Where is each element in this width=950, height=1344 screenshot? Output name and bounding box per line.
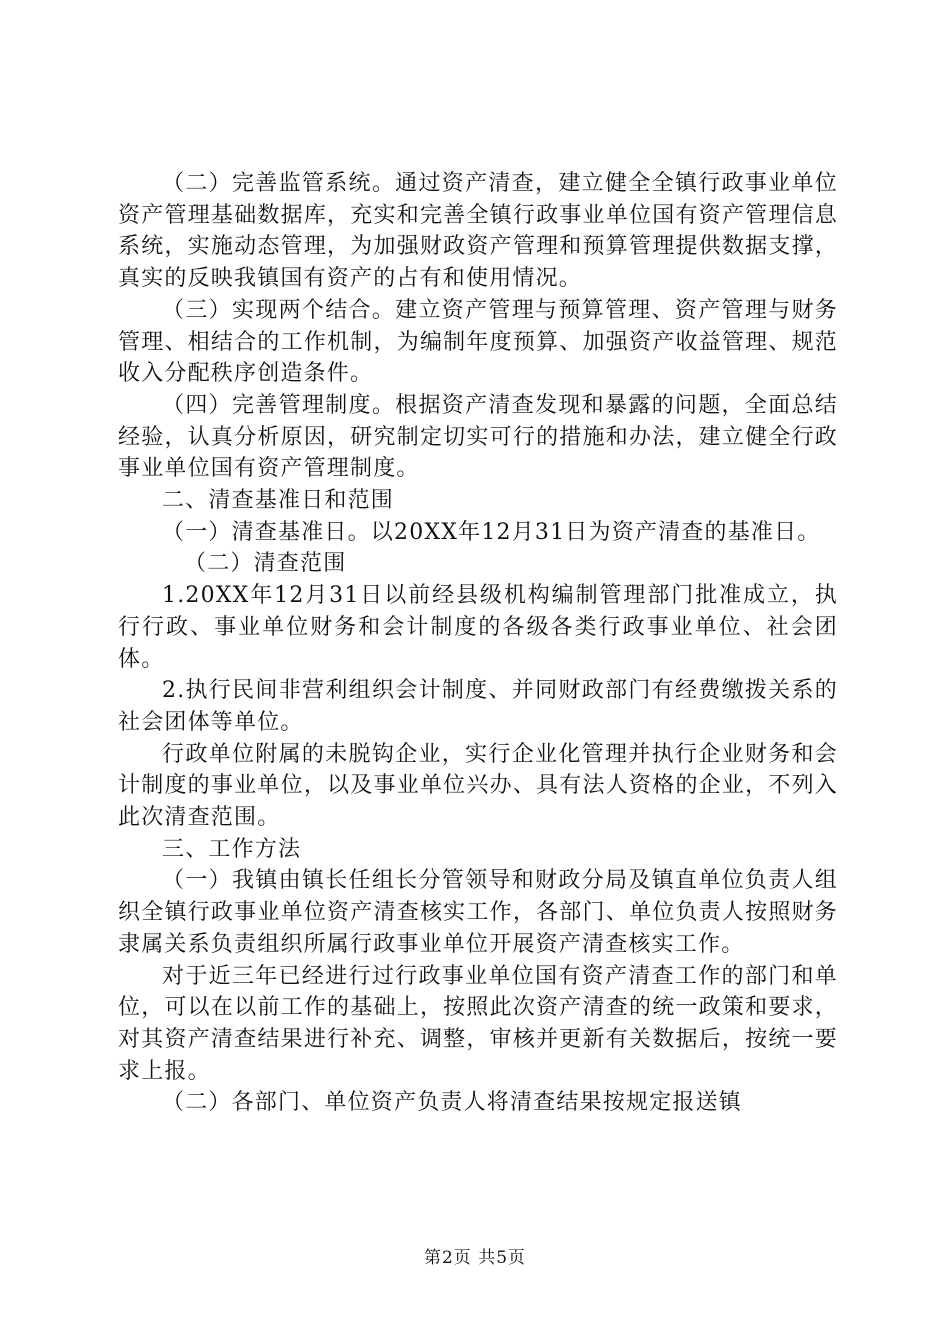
page-number-footer: 第2页 共5页 — [423, 1248, 527, 1268]
paragraph-management-system: （四）完善管理制度。根据资产清查发现和暴露的问题，全面总结经验，认真分析原因，研究制定切实可行的措施和办法，建立健全行政事业单位国有资产管理制度。 — [118, 392, 838, 482]
paragraph-method-1: （一）我镇由镇长任组长分管领导和财政分局及镇直单位负责人组织全镇行政事业单位资产清查核实工作，各部门、单位负责人按照财务隶属关系负责组织所属行政事业单位开展资产清查核实工作。 — [118, 868, 838, 957]
document-body — [118, 168, 838, 1119]
list-item-scope-1: 1.20XX年12月31日以前经县级机构编制管理部门批准成立，执行行政、事业单位财务和会计制度的各级各类行政事业单位、社会团体。 — [118, 583, 838, 672]
subheading-scope: （二）清查范围 — [184, 551, 347, 577]
paragraph-method-prior-audits: 对于近三年已经进行过行政事业单位国有资产清查工作的部门和单位，可以在以前工作的基础上，按照此次资产清查的统一政策和要求，对其资产清查结果进行补充、调整，审核并更新有关数据后，按统一要求上报。 — [118, 963, 838, 1084]
list-item-scope-2: 2.执行民间非营利组织会计制度、并同财政部门有经费缴拨关系的社会团体等单位。 — [118, 678, 838, 735]
section-heading-base-date-scope: 二、清查基准日和范围 — [162, 488, 395, 514]
paragraph-scope-exclusions: 行政单位附属的未脱钩企业，实行企业化管理并执行企业财务和会计制度的事业单位，以及事业单位兴办、具有法人资格的企业，不列入此次清查范围。 — [118, 741, 838, 831]
section-heading-work-method: 三、工作方法 — [162, 836, 302, 862]
paragraph-improve-supervision: （二）完善监管系统。通过资产清查，建立健全全镇行政事业单位资产管理基础数据库，充实和完善全镇行政事业单位国有资产管理信息系统，实施动态管理，为加强财政资产管理和预算管理提供数据支撑，真实的反映我镇国有资产的占有和使用情况。 — [118, 171, 838, 292]
paragraph-base-date: （一）清查基准日。以20XX年12月31日为资产清查的基准日。 — [162, 519, 821, 545]
paragraph-method-2: （二）各部门、单位资产负责人将清查结果按规定报送镇 — [162, 1090, 743, 1116]
paragraph-two-combinations: （三）实现两个结合。建立资产管理与预算管理、资产管理与财务管理、相结合的工作机制，为编制年度预算、加强资产收益管理、规范收入分配秩序创造条件。 — [118, 297, 838, 387]
